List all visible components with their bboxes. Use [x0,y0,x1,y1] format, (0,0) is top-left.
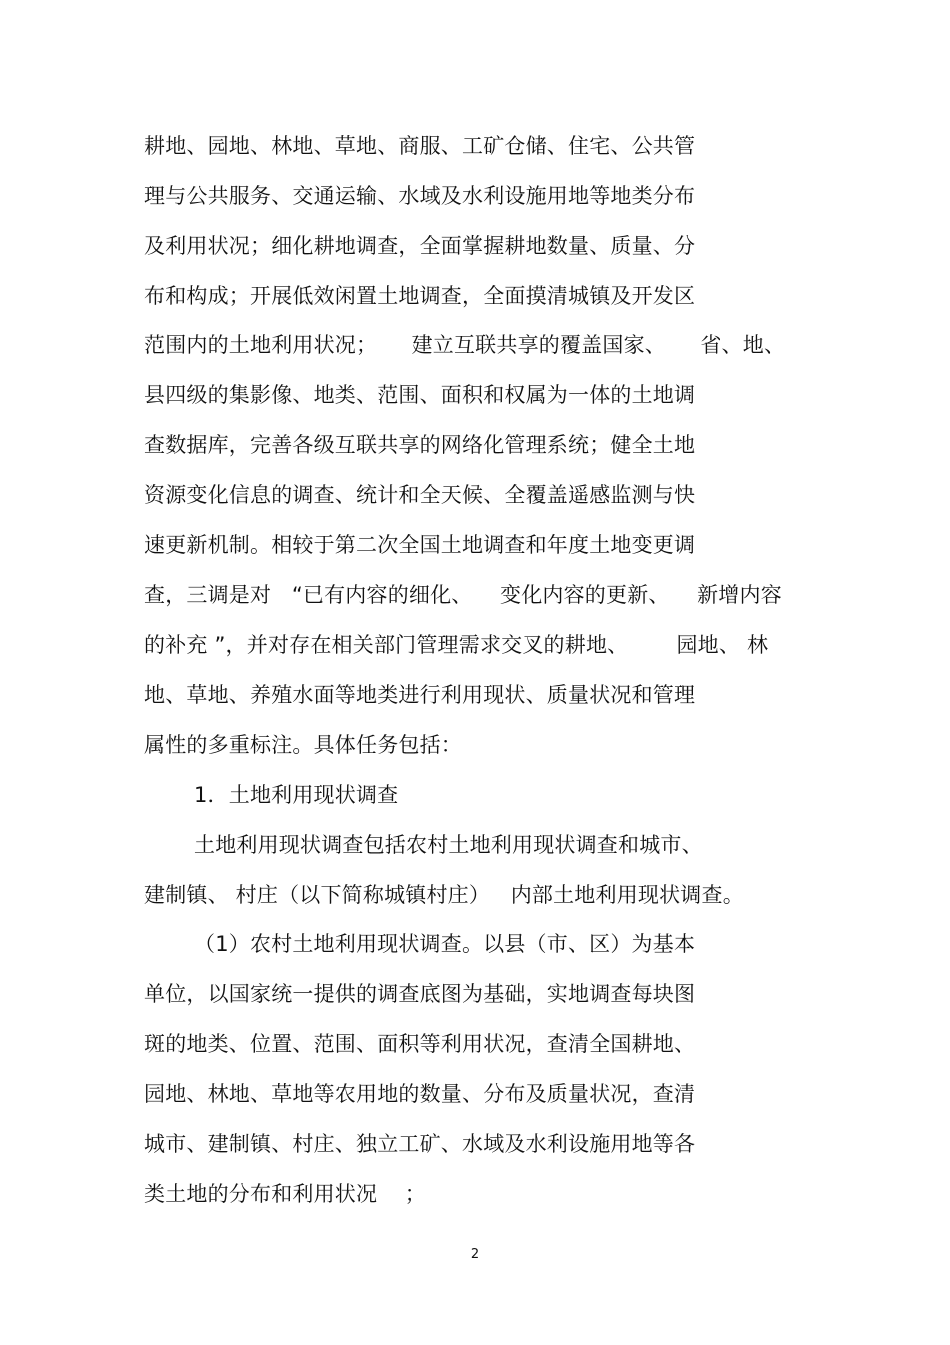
text-line-18: 单位，以国家统一提供的调查底图为基础，实地调查每块图 [144,982,696,1006]
text-line-9: 速更新机制。相较于第二次全国土地调查和年度土地变更调 [144,533,696,557]
text-line-5: 范围内的土地利用状况； 建立互联共享的覆盖国家、 省、地、 [144,333,786,357]
text-line-20: 园地、林地、草地等农用地的数量、分布及质量状况，查清 [144,1082,696,1106]
text-line-16: 建制镇、 村庄（以下简称城镇村庄） 内部土地利用现状调查。 [144,883,744,907]
text-line-1: 耕地、园地、林地、草地、商服、工矿仓储、住宅、公共管 [144,134,696,158]
text-line-10: 查，三调是对 “已有内容的细化、 变化内容的更新、 新增内容 [144,583,782,607]
text-line-22: 类土地的分布和利用状况 ； [144,1182,426,1206]
text-line-17: （1）农村土地利用现状调查。以县（市、区）为基本 [194,932,696,956]
text-line-21: 城市、建制镇、村庄、独立工矿、水域及水利设施用地等各 [144,1132,696,1156]
text-line-12: 地、草地、养殖水面等地类进行利用现状、质量状况和管理 [144,683,696,707]
text-line-2: 理与公共服务、交通运输、水域及水利设施用地等地类分布 [144,184,696,208]
text-line-4: 布和构成；开展低效闲置土地调查，全面摸清城镇及开发区 [144,284,696,308]
text-line-15: 土地利用现状调查包括农村土地利用现状调查和城市、 [194,833,703,857]
section-heading: 1．土地利用现状调查 [194,783,399,807]
text-line-8: 资源变化信息的调查、统计和全天候、全覆盖遥感监测与快 [144,483,696,507]
text-line-3: 及利用状况；细化耕地调查，全面掌握耕地数量、质量、分 [144,234,696,258]
text-line-6: 县四级的集影像、地类、范围、面积和权属为一体的土地调 [144,383,696,407]
text-line-13: 属性的多重标注。具体任务包括： [144,733,462,757]
page-number: 2 [470,1247,480,1262]
text-line-19: 斑的地类、位置、范围、面积等利用状况，查清全国耕地、 [144,1032,696,1056]
text-line-7: 查数据库，完善各级互联共享的网络化管理系统；健全土地 [144,433,696,457]
text-line-11: 的补充 ”，并对存在相关部门管理需求交叉的耕地、 园地、 林 [144,633,769,657]
